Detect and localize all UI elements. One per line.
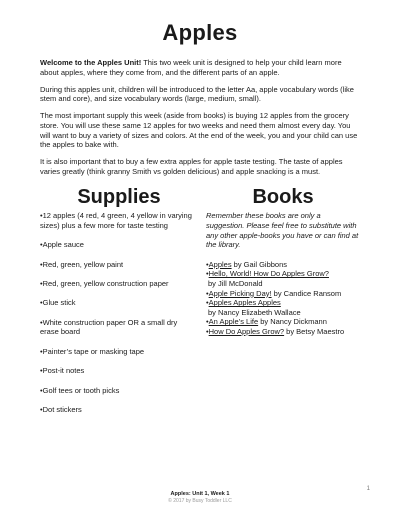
page-footer	[0, 491, 400, 504]
book-title-link[interactable]: Hello, World! How Do Apples Grow?	[208, 269, 329, 279]
supply-item: •Dot stickers	[40, 404, 82, 414]
book-bullet: •	[206, 269, 209, 279]
supply-item: •Post-it notes	[40, 366, 85, 376]
supply-item: •Red, green, yellow paint	[40, 259, 124, 269]
intro-paragraph-taste: It is also important that to buy a few extra apples for apple taste testing. The taste of apples varies greatly (think granny Smith vs golden delicious) and apple snacking is a must.	[40, 157, 343, 176]
supply-item: •Painter’s tape or masking tape	[40, 346, 145, 356]
intro-paragraph-welcome	[40, 58, 360, 77]
supply-item: •Red, green, yellow construction paper	[40, 279, 169, 289]
book-title-link[interactable]: Apple Picking Day!	[208, 288, 272, 298]
books-column	[198, 186, 360, 424]
book-author: by Nancy Elizabeth Wallace	[208, 307, 301, 317]
welcome-rest-text: This two week unit is designed to help your child learn more about apples, where they come from, and the different parts of an apple.	[40, 58, 342, 77]
page-number: 1	[366, 486, 370, 492]
book-title-link[interactable]: Apples Apples Apples	[208, 298, 281, 308]
intro-section	[40, 58, 360, 176]
book-author: by Nancy Dickmann	[258, 317, 327, 327]
book-title-link[interactable]: Apples	[208, 259, 232, 269]
book-item	[206, 269, 360, 288]
book-item	[206, 298, 360, 317]
supply-item: •White construction paper OR a small dry erase board	[40, 317, 178, 337]
book-author: by Gail Gibbons	[231, 259, 288, 269]
book-item	[206, 289, 360, 299]
two-column-section	[40, 186, 360, 424]
footer-copyright: © 2017 by Busy Toddler LLC	[168, 498, 232, 504]
books-note: Remember these books are only a suggestion. Please feel free to substitute with any other apple-books you have or can find at the library.	[206, 211, 359, 250]
book-item	[206, 260, 360, 270]
supply-item: •Golf tees or tooth picks	[40, 385, 120, 395]
welcome-bold-text: Welcome to the Apples Unit!	[40, 58, 142, 67]
supply-item: •12 apples (4 red, 4 green, 4 yellow in varying sizes) plus a few more for taste testing	[40, 211, 192, 230]
intro-paragraph-vocabulary: During this apples unit, children will be introduced to the letter Aa, apple vocabulary words (like stem and core), and size vocabulary words (large, medium, small).	[40, 84, 354, 104]
book-title-link[interactable]: How Do Apples Grow?	[208, 326, 285, 336]
book-bullet: •	[206, 298, 209, 308]
book-item	[206, 327, 360, 337]
supply-item: •Apple sauce	[40, 240, 84, 250]
book-author: by Candice Ransom	[271, 288, 342, 298]
supply-item: •Glue stick	[40, 298, 76, 308]
books-list	[206, 260, 360, 337]
book-title-link[interactable]: An Apple’s Life	[208, 317, 259, 327]
book-item	[206, 317, 360, 327]
supplies-list	[40, 211, 198, 414]
book-bullet: •	[206, 259, 209, 269]
footer-unit-label: Apples: Unit 1, Week 1	[170, 491, 230, 497]
page-title: Apples	[162, 20, 238, 45]
book-author: by Betsy Maestro	[284, 326, 345, 336]
supplies-heading: Supplies	[77, 186, 161, 209]
intro-paragraph-supply: The most important supply this week (aside from books) is buying 12 apples from the grocery store. You will use these same 12 apples for two weeks and need them almost every day. You will want to buy a variety of sizes and colors. At the end of the week, you and your child can use the apples to bake with.	[40, 111, 358, 150]
supplies-column	[40, 186, 198, 424]
book-bullet: •	[206, 317, 209, 327]
book-author: by Jill McDonald	[208, 279, 263, 288]
book-bullet: •	[206, 288, 209, 298]
books-heading: Books	[252, 186, 314, 209]
book-bullet: •	[206, 326, 209, 336]
